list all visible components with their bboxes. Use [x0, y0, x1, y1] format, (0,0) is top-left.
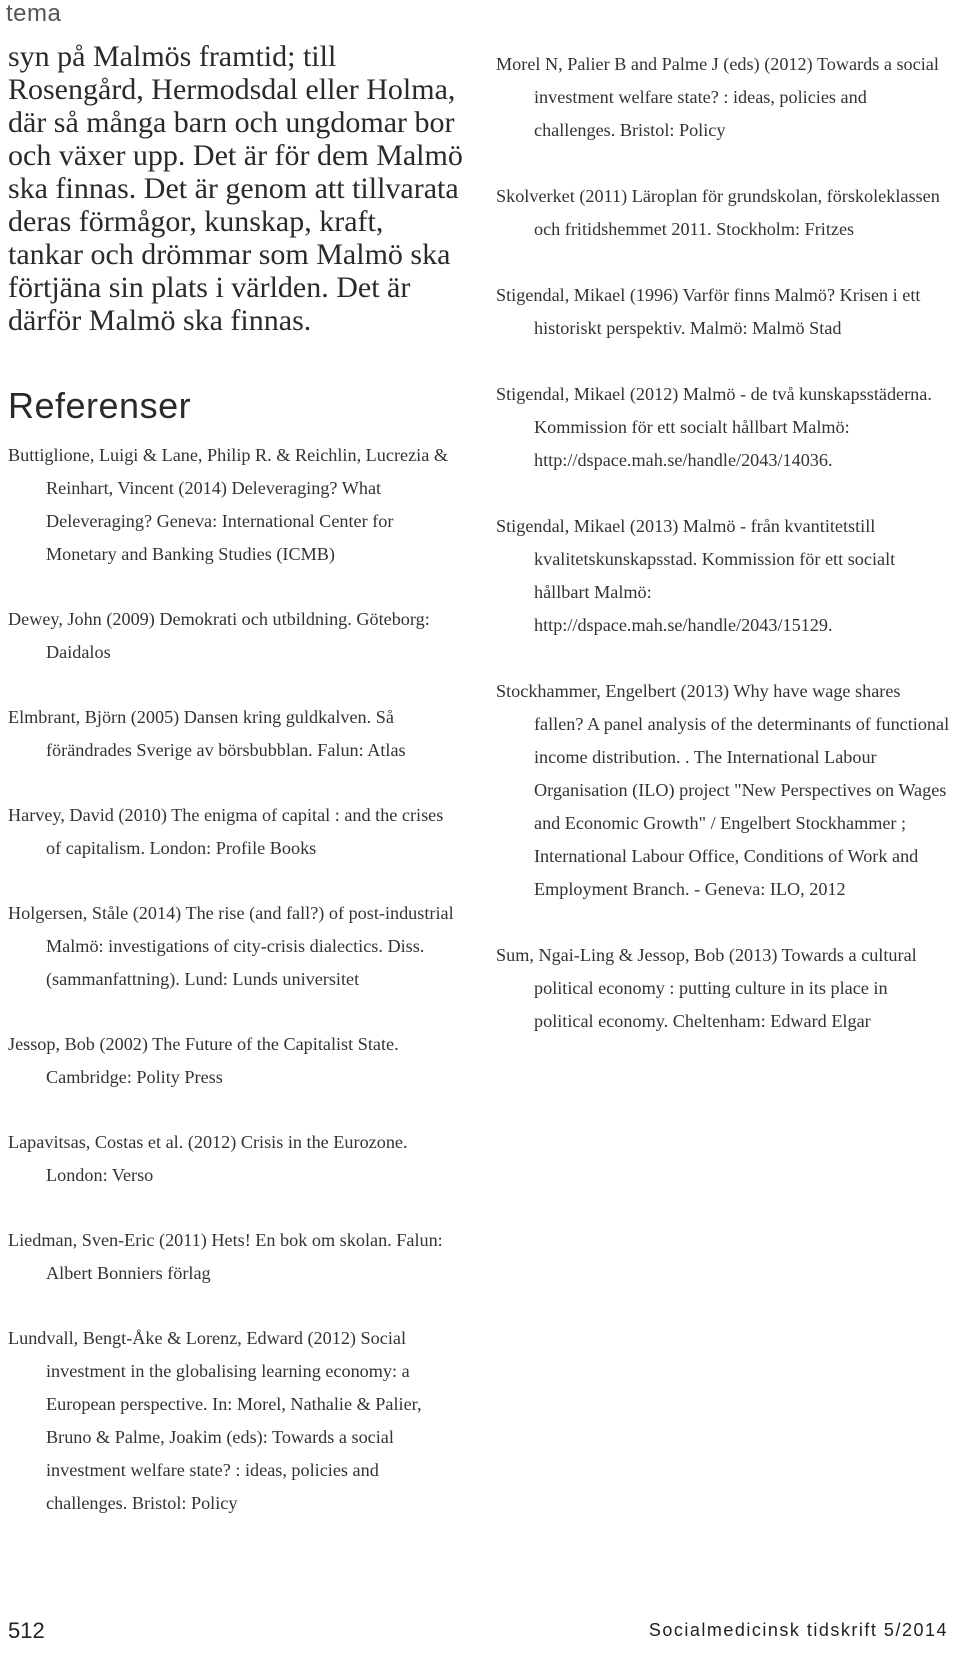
reference-item: Buttiglione, Luigi & Lane, Philip R. & Reichlin, Lucrezia & Reinhart, Vincent (2014) Deleveraging? What Deleveraging? Geneva: International Center for Monetary and Banking Studies (ICMB) [8, 445, 448, 564]
reference-item: Holgersen, Ståle (2014) The rise (and fall?) of post-industrial Malmö: investigations of city-crisis dialectics. Diss. (sammanfattning). Lund: Lunds universitet [8, 903, 454, 989]
right-column [496, 48, 950, 1071]
reference-item: Lapavitsas, Costas et al. (2012) Crisis in the Eurozone. London: Verso [8, 1132, 408, 1185]
reference-item: Stockhammer, Engelbert (2013) Why have wage shares fallen? A panel analysis of the determinants of functional income distribution. . The International Labour Organisation (ILO) project "New Perspectives on Wages and Economic Growth" / Engelbert Stockhammer ; International Labour Office, Conditions of Work and Employment Branch. - Geneva: ILO, 2012 [496, 681, 950, 899]
section-tag: tema [6, 0, 62, 27]
reference-item: Stigendal, Mikael (2013) Malmö - från kvantitetstill kvalitetskunskapsstad. Kommission för ett socialt hållbart Malmö: http://dspace.mah.se/handle/2043/15129. [496, 516, 896, 635]
reference-item: Elmbrant, Björn (2005) Dansen kring guldkalven. Så förändrades Sverige av börsbubblan. Falun: Atlas [8, 707, 406, 760]
reference-item: Stigendal, Mikael (2012) Malmö - de två kunskapsstäderna. Kommission för ett socialt hållbart Malmö: http://dspace.mah.se/handle/2043/14036. [496, 384, 932, 470]
reference-item: Stigendal, Mikael (1996) Varför finns Malmö? Krisen i ett historiskt perspektiv. Malmö: Malmö Stad [496, 285, 921, 338]
references-list-left [8, 439, 463, 1520]
reference-item: Jessop, Bob (2002) The Future of the Capitalist State. Cambridge: Polity Press [8, 1034, 399, 1087]
reference-item: Morel N, Palier B and Palme J (eds) (2012) Towards a social investment welfare state? : ideas, policies and challenges. Bristol: Policy [496, 54, 939, 140]
left-column [8, 40, 463, 1552]
references-list-right [496, 48, 950, 1038]
reference-item: Lundvall, Bengt-Åke & Lorenz, Edward (2012) Social investment in the globalising learning economy: a European perspective. In: Morel, Nathalie & Palier, Bruno & Palme, Joakim (eds): Towards a social investment welfare state? : ideas, policies and challenges. Bristol: Policy [8, 1328, 422, 1513]
reference-item: Dewey, John (2009) Demokrati och utbildning. Göteborg: Daidalos [8, 609, 430, 662]
reference-item: Liedman, Sven-Eric (2011) Hets! En bok om skolan. Falun: Albert Bonniers förlag [8, 1230, 443, 1283]
reference-item: Sum, Ngai-Ling & Jessop, Bob (2013) Towards a cultural political economy : putting culture in its place in political economy. Cheltenham: Edward Elgar [496, 945, 917, 1031]
references-heading: Referenser [8, 385, 192, 426]
journal-name: Socialmedicinsk tidskrift 5/2014 [648, 1620, 948, 1640]
intro-paragraph: syn på Malmös framtid; till Rosengård, Hermodsdal eller Holma, där så många barn och ungdomar bor och växer upp. Det är för dem Malmö ska finnas. Det är genom att tillvarata deras förmågor, kunskap, kraft, tankar och drömmar som Malmö ska förtjäna sin plats i världen. Det är därför Malmö ska finnas. [8, 40, 463, 337]
reference-item: Harvey, David (2010) The enigma of capital : and the crises of capitalism. London: Profile Books [8, 805, 444, 858]
reference-item: Skolverket (2011) Läroplan för grundskolan, förskoleklassen och fritidshemmet 2011. Stockholm: Fritzes [496, 186, 940, 239]
page-number: 512 [8, 1618, 45, 1643]
